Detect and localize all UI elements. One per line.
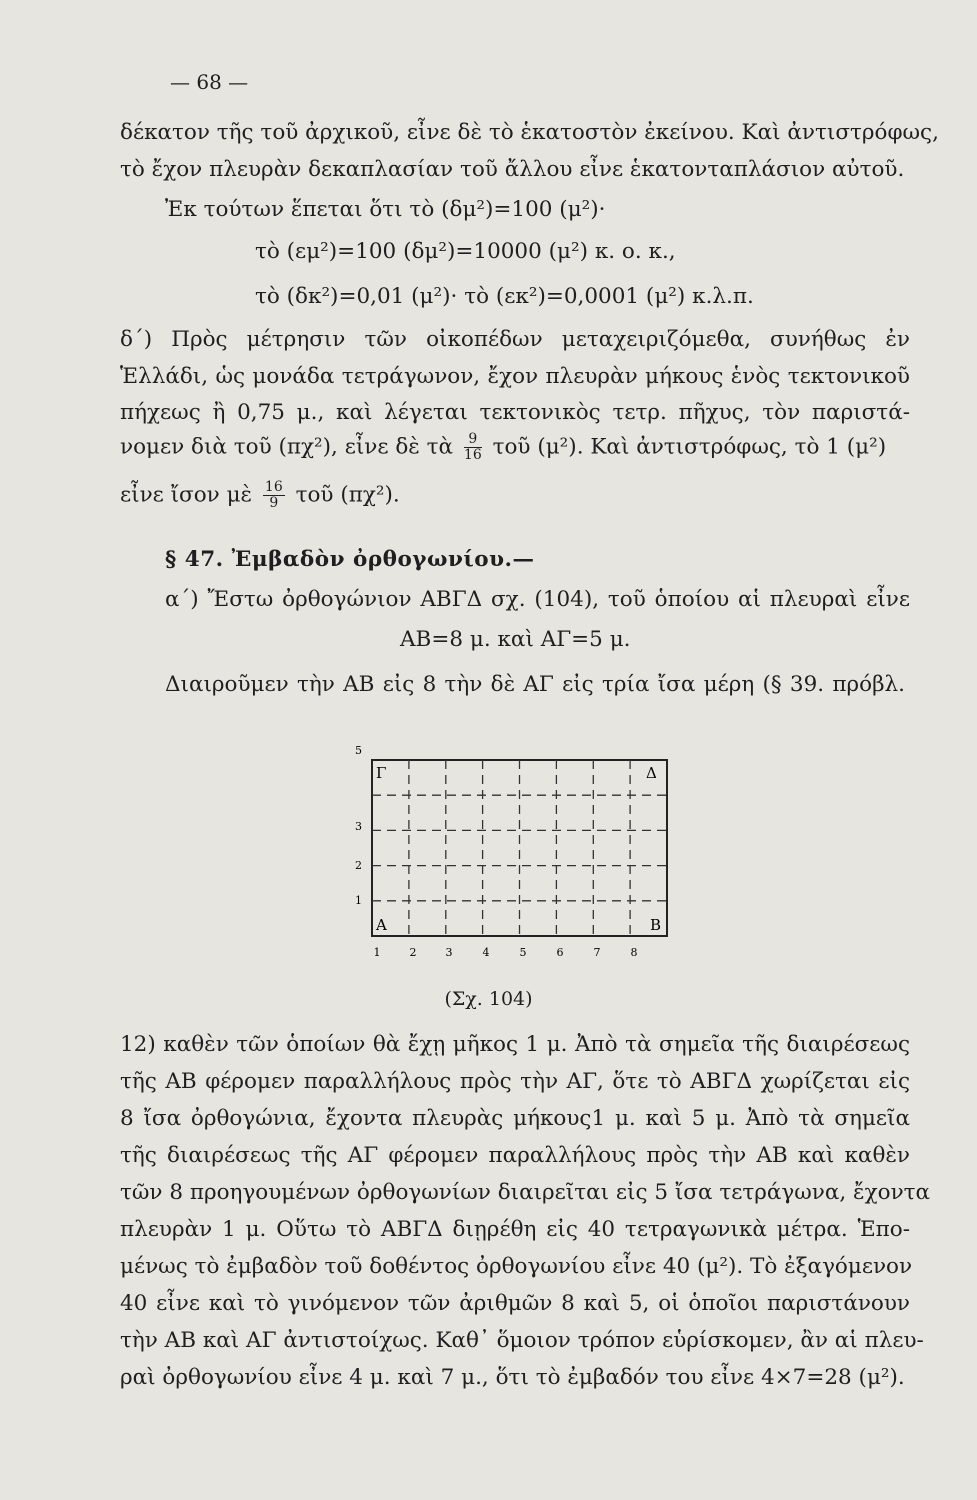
text-segment: τοῦ (μ²). Καὶ ἀντιστρόφως, τὸ 1 (μ²) xyxy=(492,434,887,460)
figure-caption: (Σχ. 104) xyxy=(444,988,533,1010)
x-label: 8 xyxy=(630,946,638,959)
text-segment: εἶνε ἴσον μὲ xyxy=(120,482,253,508)
x-axis-labels xyxy=(374,946,638,959)
corner-label-alpha: Α xyxy=(376,916,387,934)
x-label: 4 xyxy=(482,946,490,959)
text-line: μένως τὸ ἐμβαδὸν τοῦ δοθέντος ὀρθογωνίου εἶνε 40 (μ²). Τὸ ἐξαγόμενον xyxy=(120,1254,913,1279)
y-axis-labels xyxy=(355,744,362,907)
fraction-denominator: 16 xyxy=(463,447,482,463)
text-line: Διαιροῦμεν τὴν ΑΒ εἰς 8 τὴν δὲ ΑΓ εἰς τρία ἴσα μέρη (§ 39. πρόβλ. xyxy=(165,672,905,697)
text-line: 12) καθὲν τῶν ὁποίων θὰ ἔχῃ μῆκος 1 μ. Ἀπὸ τὰ σημεῖα τῆς διαιρέσεως xyxy=(120,1032,910,1057)
fraction-9-16 xyxy=(464,432,482,463)
text-line: 40 εἶνε καὶ τὸ γινόμενον τῶν ἀριθμῶν 8 καὶ 5, οἱ ὁποῖοι παριστάνουν xyxy=(120,1291,910,1316)
text-line: Ἐκ τούτων ἕπεται ὅτι τὸ (δμ²)=100 (μ²)· xyxy=(165,197,606,222)
text-segment: νομεν διὰ τοῦ (πχ²), εἶνε δὲ τὰ xyxy=(120,434,454,460)
text-line: πλευρὰν 1 μ. Οὕτω τὸ ΑΒΓΔ διῃρέθη εἰς 40 τετραγωνικὰ μέτρα. Ἑπο- xyxy=(120,1217,910,1242)
text-line: δ΄) Πρὸς μέτρησιν τῶν οἰκοπέδων μεταχειριζόμεθα, συνήθως ἐν xyxy=(120,327,910,352)
x-label: 3 xyxy=(445,946,453,959)
fraction-denominator: 9 xyxy=(269,495,279,511)
x-label: 1 xyxy=(373,946,381,959)
text-line: 8 ἴσα ὀρθογώνια, ἔχοντα πλευρὰς μήκους1 μ. καὶ 5 μ. Ἀπὸ τὰ σημεῖα xyxy=(120,1106,910,1131)
text-line: δέκατον τῆς τοῦ ἀρχικοῦ, εἶνε δὲ τὸ ἑκατοστὸν ἐκείνου. Καὶ ἀντιστρόφως, xyxy=(120,120,939,145)
y-label: 1 xyxy=(355,894,362,907)
y-label: 2 xyxy=(355,859,362,872)
text-line: τῆς διαιρέσεως τῆς ΑΓ φέρομεν παραλλήλους πρὸς τὴν ΑΒ καὶ καθὲν xyxy=(120,1143,910,1168)
x-label: 7 xyxy=(593,946,601,959)
formula-line: ΑΒ=8 μ. καὶ ΑΓ=5 μ. xyxy=(400,627,631,652)
text-line: τῆς ΑΒ φέρομεν παραλλήλους πρὸς τὴν ΑΓ, ὅτε τὸ ΑΒΓΔ χωρίζεται εἰς xyxy=(120,1069,910,1094)
vertical-division-lines xyxy=(409,760,630,936)
text-line: α΄) Ἔστω ὀρθογώνιον ΑΒΓΔ σχ. (104), τοῦ ὁποίου αἱ πλευραὶ εἶνε xyxy=(165,587,910,612)
text-line-with-fraction xyxy=(120,432,910,463)
y-label: 3 xyxy=(355,820,362,833)
x-label: 5 xyxy=(519,946,527,959)
text-line-with-fraction xyxy=(120,480,910,511)
fraction-numerator: 16 xyxy=(264,479,283,495)
fraction-16-9 xyxy=(263,480,285,511)
text-segment: τοῦ (πχ²). xyxy=(295,482,400,508)
fraction-numerator: 9 xyxy=(464,432,482,448)
x-label: 2 xyxy=(409,946,417,959)
text-line: τῶν 8 προηγουμένων ὀρθογωνίων διαιρεῖται εἰς 5 ἴσα τετράγωνα, ἔχοντα xyxy=(120,1180,931,1205)
rectangle-outline xyxy=(372,760,667,936)
text-line: τὴν ΑΒ καὶ ΑΓ ἀντιστοίχως. Καθ᾽ ὅμοιον τρόπον εὑρίσκομεν, ἂν αἱ πλευ- xyxy=(120,1328,924,1353)
text-line: τὸ ἔχον πλευρὰν δεκαπλασίαν τοῦ ἄλλου εἶνε ἑκατονταπλάσιον αὐτοῦ. xyxy=(120,157,905,182)
formula-line: τὸ (εμ²)=100 (δμ²)=10000 (μ²) κ. ο. κ., xyxy=(255,239,676,264)
corner-label-gamma: Γ xyxy=(376,764,387,782)
x-label: 6 xyxy=(556,946,564,959)
text-line: ραὶ ὀρθογωνίου εἶνε 4 μ. καὶ 7 μ., ὅτι τὸ ἐμβαδόν του εἶνε 4×7=28 (μ²). xyxy=(120,1365,905,1390)
figure-104-grid xyxy=(340,742,680,972)
formula-line: τὸ (δκ²)=0,01 (μ²)· τὸ (εκ²)=0,0001 (μ²) κ.λ.π. xyxy=(255,284,754,309)
page-number: — 68 — xyxy=(170,70,249,94)
section-heading: § 47. Ἐμβαδὸν ὀρθογωνίου.— xyxy=(165,547,535,572)
text-line: πήχεως ἢ 0,75 μ., καὶ λέγεται τεκτονικὸς τετρ. πῆχυς, τὸν παριστά- xyxy=(120,400,910,425)
corner-label-beta: Β xyxy=(650,916,662,934)
y-label: 5 xyxy=(355,744,362,757)
corner-label-delta: Δ xyxy=(646,764,657,782)
text-line: Ἑλλάδι, ὡς μονάδα τετράγωνον, ἔχον πλευρὰν μήκους ἑνὸς τεκτονικοῦ xyxy=(120,364,910,389)
